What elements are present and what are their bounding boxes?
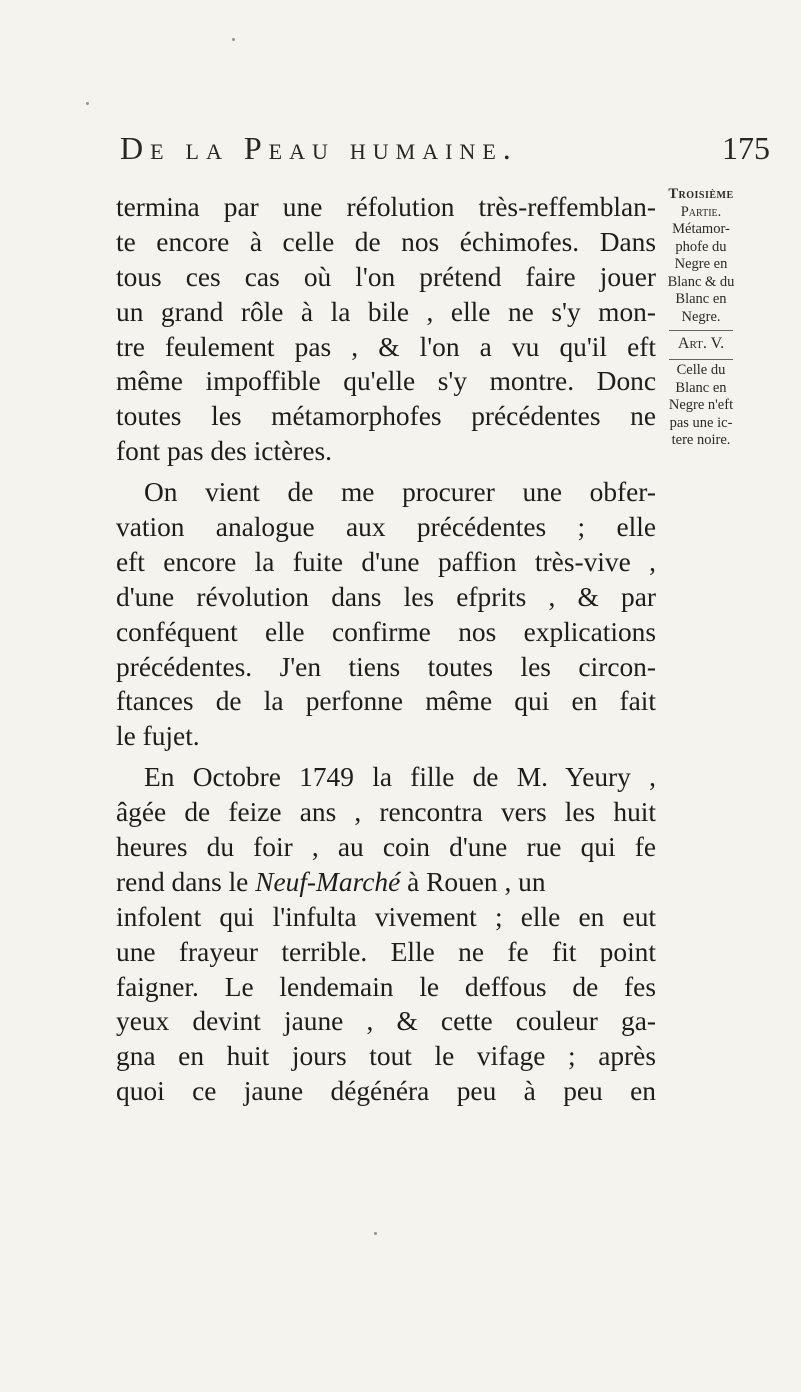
paper-speck	[232, 38, 235, 41]
margin-topic: Blanc & du	[667, 273, 735, 290]
margin-note: Celle du	[676, 362, 726, 378]
text-line: te encore à celle de nos échimofes. Dans	[116, 226, 656, 257]
text-line: yeux devint jaune , & cette couleur ga-	[116, 1006, 656, 1037]
margin-topic: phofe du	[675, 238, 727, 255]
text-line: font pas des ictères.	[116, 436, 333, 467]
paragraph-start: On vient de me procurer une obfer-	[144, 477, 656, 508]
margin-topic: Negre en	[674, 256, 728, 272]
margin-part: Partie.	[680, 203, 722, 220]
margin-topic: Negre.	[681, 308, 721, 325]
running-title: De la Peau humaine.	[120, 130, 518, 166]
text-line: précédentes. J'en tiens toutes les circon-	[116, 651, 656, 682]
place-name: Neuf-Marché	[255, 866, 401, 897]
text-line: infolent qui l'infulta vivement ; elle en eut	[116, 901, 656, 932]
text-line: d'une révolution dans les efprits , & par	[116, 581, 656, 612]
paper-speck	[86, 102, 89, 105]
margin-note: Negre n'eft	[668, 397, 734, 413]
text-line: le fujet.	[116, 721, 200, 752]
margin-notes	[663, 186, 739, 450]
margin-rule	[669, 359, 733, 360]
text-line: gna en huit jours tout le vifage ; après	[116, 1041, 656, 1072]
margin-part: Troisième	[668, 186, 734, 202]
text-line: tous ces cas où l'on prétend faire jouer	[116, 261, 656, 292]
text-fragment: à Rouen , un	[407, 866, 546, 897]
paper-speck	[374, 1232, 377, 1235]
margin-article: Art. V.	[677, 335, 725, 352]
paragraph-start: En Octobre 1749 la fille de M. Yeury ,	[144, 762, 656, 793]
margin-note: tere noire.	[671, 432, 731, 448]
text-line-with-place	[116, 865, 656, 900]
text-line: conféquent elle confirme nos explications	[116, 616, 656, 647]
margin-topic: Métamor-	[672, 221, 730, 237]
page-number: 175	[722, 130, 770, 166]
text-line: vation analogue aux précédentes ; elle	[116, 512, 656, 543]
text-line: toutes les métamorphofes précédentes ne	[116, 401, 656, 432]
body-text	[116, 190, 656, 1109]
text-line: un grand rôle à la bile , elle ne s'y mon-	[116, 296, 656, 327]
margin-rule	[669, 330, 733, 331]
text-line: eft encore la fuite d'une paffion très-vive ,	[116, 546, 656, 577]
text-line: termina par une réfolution très-reffemblan-	[116, 192, 656, 222]
text-line: faigner. Le lendemain le deffous de fes	[116, 971, 656, 1002]
text-line: heures du foir , au coin d'une rue qui fe	[116, 832, 656, 863]
text-line: même impoffible qu'elle s'y montre. Donc	[116, 366, 656, 397]
margin-topic: Blanc en	[675, 291, 727, 307]
text-line: tre feulement pas , & l'on a vu qu'il eft	[116, 331, 656, 362]
margin-note: pas une ic-	[669, 414, 733, 431]
margin-note: Blanc en	[675, 379, 727, 396]
text-line: ftances de la perfonne même qui en fait	[116, 686, 656, 717]
text-line: quoi ce jaune dégénéra peu à peu en	[116, 1076, 656, 1107]
text-line: âgée de feize ans , rencontra vers les huit	[116, 797, 656, 828]
text-line: une frayeur terrible. Elle ne fe fit point	[116, 936, 656, 967]
text-fragment: rend dans le	[116, 866, 249, 897]
